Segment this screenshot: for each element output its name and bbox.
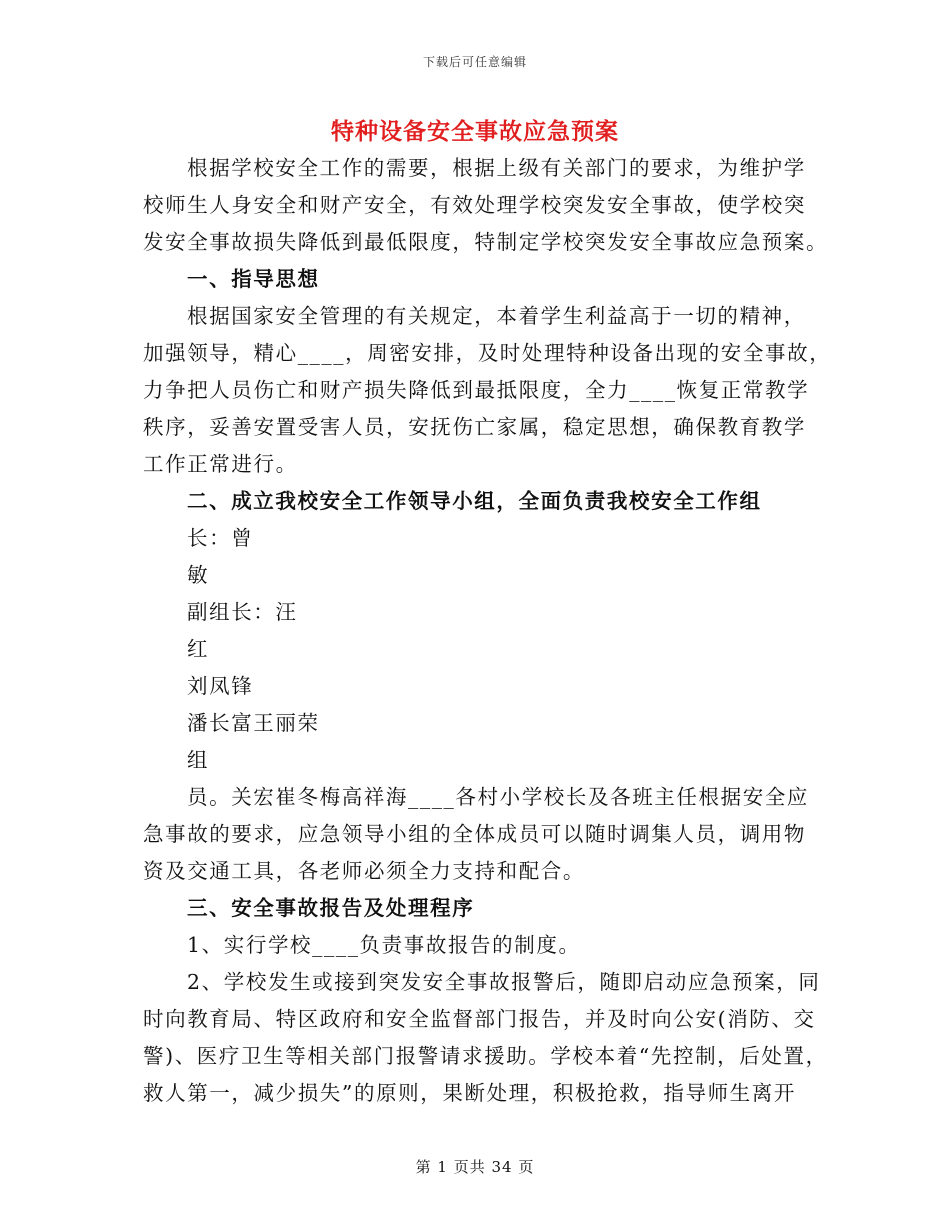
paragraph-line: 救人第一，减少损失”的原则，果断处理，积极抢救，指导师生离开 [143,1081,796,1105]
paragraph-line: 长：曾 [187,526,254,550]
paragraph-line: 潘长富王丽荣 [187,711,320,735]
paragraph-line: 校师生人身安全和财产安全，有效处理学校突发安全事故，使学校突 [143,193,806,217]
document-title: 特种设备安全事故应急预案 [331,118,619,145]
section-heading: 一、指导思想 [187,267,320,291]
paragraph-line: 力争把人员伤亡和财产损失降低到最抵限度，全力____恢复正常教学 [143,378,810,402]
paragraph-line: 工作正常进行。 [143,452,298,476]
section-heading: 二、成立我校安全工作领导小组，全面负责我校安全工作组 [187,489,762,513]
paragraph-line: 秩序，妥善安置受害人员，安抚伤亡家属，稳定思想，确保教育教学 [143,415,806,439]
paragraph-line: 1、实行学校____负责事故报告的制度。 [187,933,581,957]
paragraph-line: 2、学校发生或接到突发安全事故报警后，随即启动应急预案，同 [187,970,821,994]
paragraph-line: 副组长：汪 [187,600,298,624]
paragraph-line: 组 [187,748,210,772]
paragraph-line: 员。关宏崔冬梅高祥海____各村小学校长及各班主任根据安全应 [187,785,809,809]
paragraph-line: 警)、医疗卫生等相关部门报警请求援助。学校本着“先控制，后处置， [143,1044,828,1068]
paragraph-line: 发安全事故损失降低到最低限度，特制定学校突发安全事故应急预案。 [143,230,829,254]
paragraph-line: 红 [187,637,210,661]
paragraph-line: 资及交通工具，各老师必须全力支持和配合。 [143,859,585,883]
document-body [143,150,832,1112]
paragraph-line: 根据国家安全管理的有关规定，本着学生利益高于一切的精神， [187,304,806,328]
paragraph-line: 敏 [187,563,210,587]
page-number-footer: 第 1 页共 34 页 [415,1158,535,1176]
paragraph-line: 刘凤锋 [187,674,254,698]
paragraph-line: 根据学校安全工作的需要，根据上级有关部门的要求，为维护学 [187,156,806,180]
page-header-note: 下载后可任意编辑 [422,55,527,69]
paragraph-line: 加强领导，精心____，周密安排，及时处理特种设备出现的安全事故， [143,341,832,365]
section-heading: 三、安全事故报告及处理程序 [187,896,475,920]
paragraph-line: 时向教育局、特区政府和安全监督部门报告，并及时向公安(消防、交 [143,1007,816,1031]
paragraph-line: 急事故的要求，应急领导小组的全体成员可以随时调集人员，调用物 [143,822,806,846]
